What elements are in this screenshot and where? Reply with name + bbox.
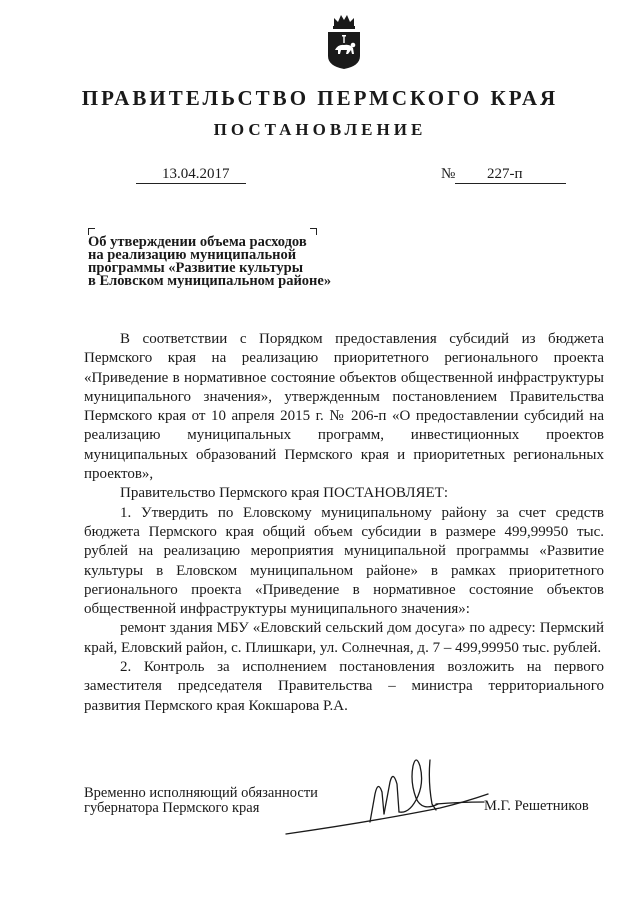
document-subject: [88, 236, 348, 288]
resolution-statement: Правительство Пермского края ПОСТАНОВЛЯЕТ:: [120, 485, 449, 502]
document-body: [84, 330, 604, 716]
number-sign: №: [441, 166, 456, 182]
signatory-title-line: губернатора Пермского края: [84, 800, 260, 816]
subject-line: Об утверждении объема расходов: [88, 234, 307, 250]
clause-1: 1. Утвердить по Еловскому муниципальному району за счет средств бюджета Пермского края общий объем субсидии в размере 499,99950 тыс. рублей на реализацию мероприятия муниципальной программы «Развитие культуры в Еловском муниципальном районе» в рамках приоритетного регионального проекта «Приведение в нормативное состояние объектов общественной инфраструктуры муниципального значения»:: [84, 504, 604, 618]
signatory-name: М.Г. Решетников: [484, 798, 589, 814]
perm-krai-coat-of-arms-icon: [326, 12, 362, 70]
subject-line: программы «Развитие культуры: [88, 260, 304, 276]
document-type: ПОСТАНОВЛЕНИЕ: [213, 120, 427, 139]
handwritten-signature: [250, 752, 540, 842]
document-number: 227-п: [487, 166, 523, 182]
number-underline: [455, 183, 566, 184]
document-date: 13.04.2017: [162, 166, 230, 182]
clause-1-item: ремонт здания МБУ «Еловский сельский дом досуга» по адресу: Пермский край, Еловский район, с. Плишкари, ул. Солнечная, д. 7 – 499,99950 тыс. рублей.: [84, 620, 604, 656]
clause-2: 2. Контроль за исполнением постановления возложить на первого заместителя председателя Правительства – министра территориального развития Пермского края Кокшарова Р.А.: [84, 659, 604, 714]
date-underline: [136, 183, 246, 184]
subject-corner-mark-right: [310, 228, 317, 235]
organization-name: ПРАВИТЕЛЬСТВО ПЕРМСКОГО КРАЯ: [81, 86, 559, 110]
preamble-paragraph: В соответствии с Порядком предоставления субсидий из бюджета Пермского края на реализацию приоритетного регионального проекта «Приведение в нормативное состояние объектов общественной инфраструктуры муниципального значения», утвержденным постановлением Правительства Пермского края от 10 апреля 2015 г. № 206-п «О предоставлении субсидий на реализацию муниципальных программ, инвестиционных проектов муниципальных образований Пермского края и приоритетных региональных проектов»,: [84, 331, 604, 483]
subject-line: в Еловском муниципальном районе»: [88, 273, 332, 289]
signatory-title-line: Временно исполняющий обязанности: [84, 785, 318, 801]
subject-line: на реализацию муниципальной: [88, 247, 297, 263]
